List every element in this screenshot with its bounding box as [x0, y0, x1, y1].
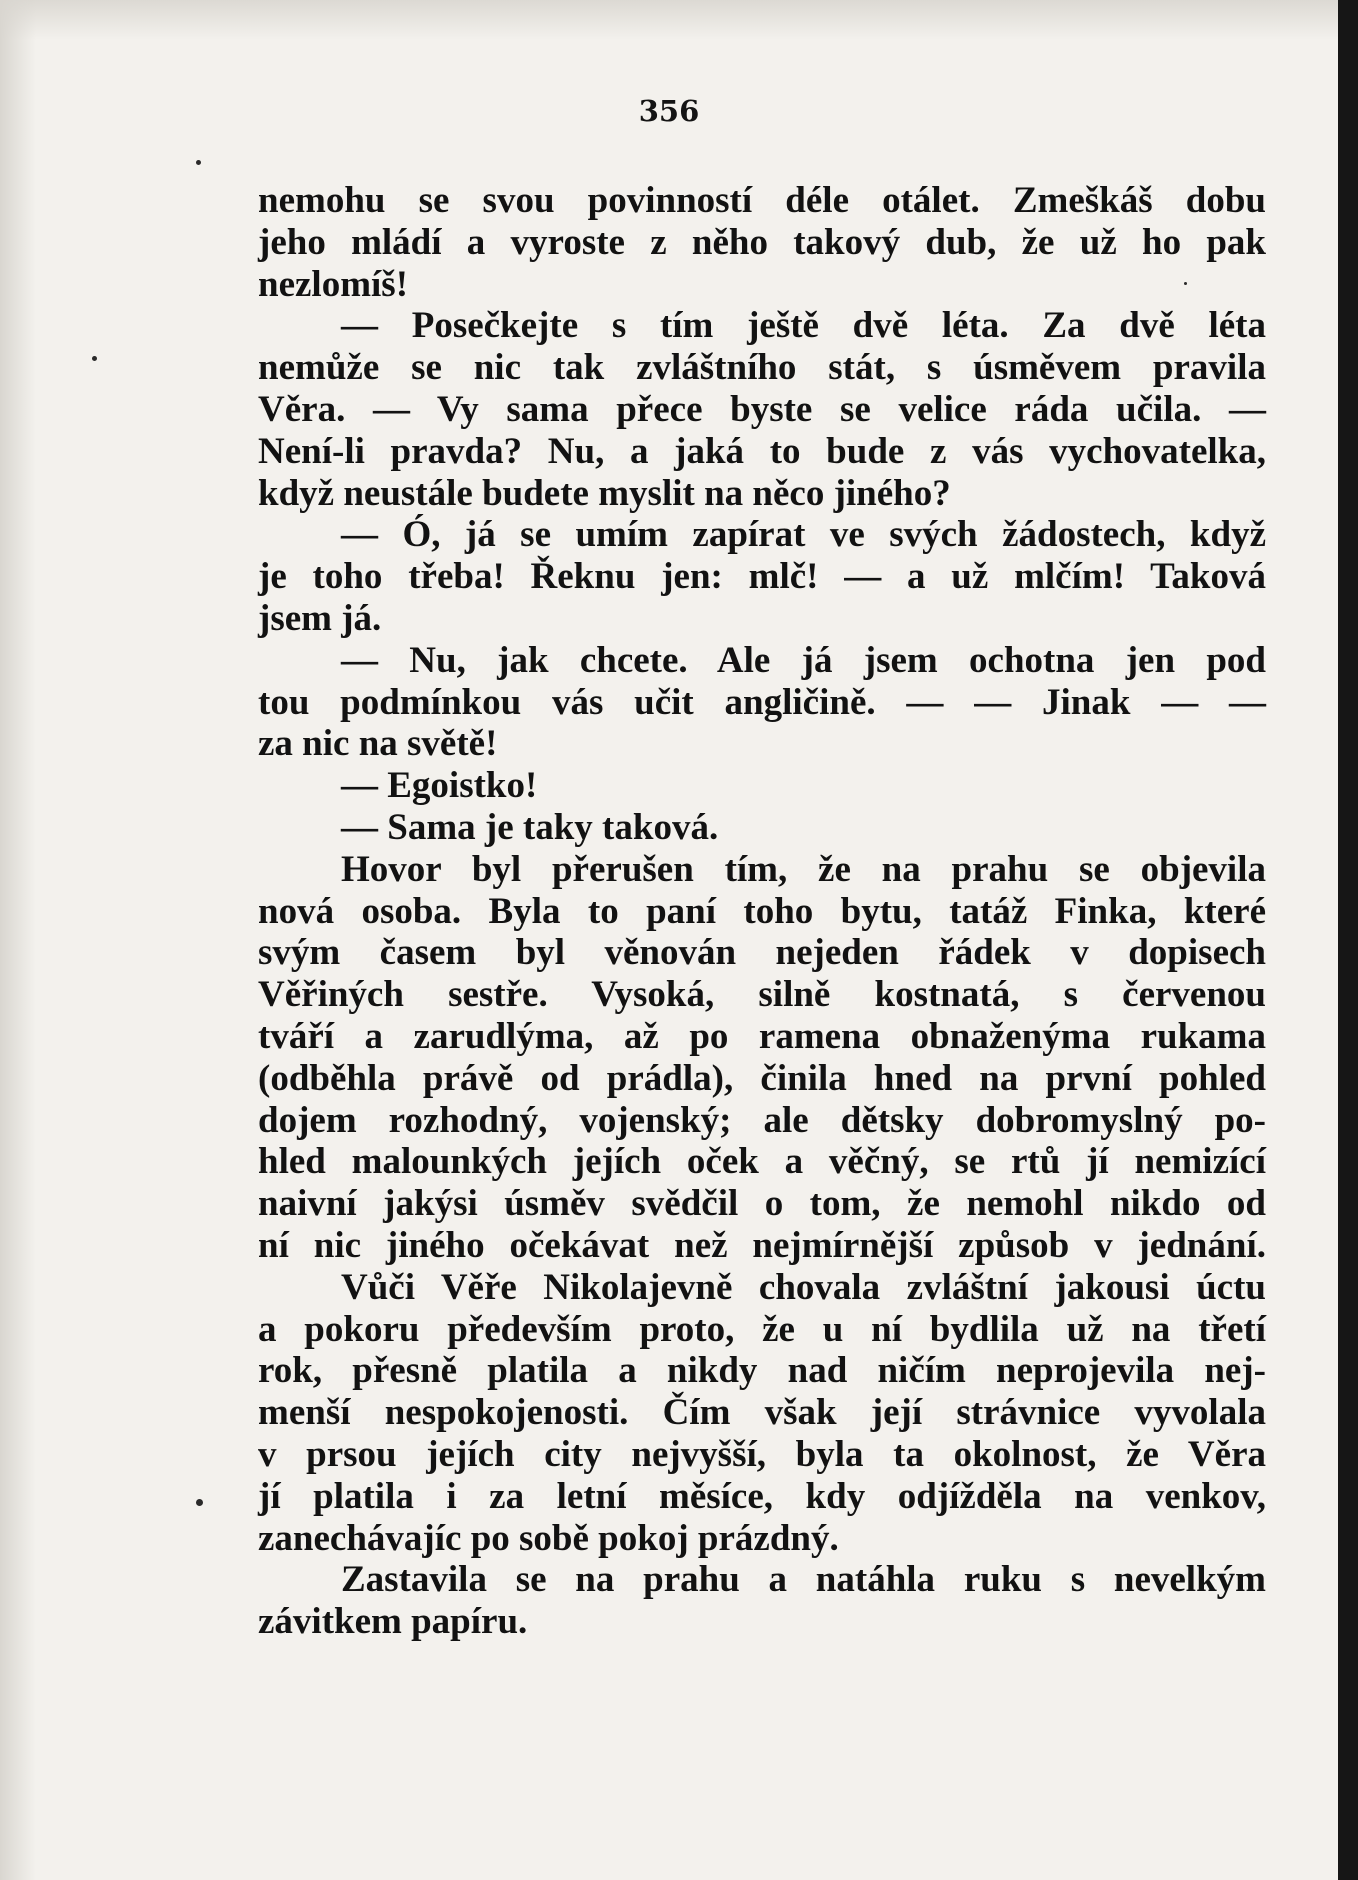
body-text — [258, 180, 1266, 1643]
text-line: naivní jakýsi úsměv svědčil o tom, že nemohl nikdo od — [258, 1183, 1266, 1225]
text-line: nezlomíš! — [258, 263, 409, 305]
text-line: — Ó, já se umím zapírat ve svých žádostech, když — [341, 514, 1266, 556]
text-line: závitkem papíru. — [258, 1601, 528, 1643]
text-line: — Sama je taky taková. — [341, 806, 719, 848]
left-shadow — [0, 0, 36, 1880]
text-line: jeho mládí a vyroste z něho takový dub, že už ho pak — [258, 221, 1266, 263]
top-shadow — [0, 0, 1338, 40]
text-line: nová osoba. Byla to paní toho bytu, tatáž Finka, které — [258, 890, 1266, 932]
scan-speck — [92, 356, 97, 361]
text-line: jí platila i za letní měsíce, kdy odjížděla na venkov, — [258, 1475, 1266, 1517]
text-line: Věřiných sestře. Vysoká, silně kostnatá, s červenou — [258, 974, 1266, 1016]
text-line: a pokoru především proto, že u ní bydlila už na třetí — [258, 1308, 1266, 1350]
text-line: ní nic jiného očekávat než nejmírnější způsob v jednání. — [258, 1224, 1266, 1266]
text-line: jsem já. — [258, 597, 382, 639]
text-line: — Egoistko! — [341, 765, 538, 807]
text-line: dojem rozhodný, vojenský; ale dětsky dobromyslný po- — [258, 1099, 1266, 1141]
scan-speck — [196, 1499, 203, 1506]
text-line: Není-li pravda? Nu, a jaká to bude z vás vychovatelka, — [258, 430, 1266, 472]
text-line: zanechávajíc po sobě pokoj prázdný. — [258, 1517, 839, 1559]
text-line: hled malounkých jejích oček a věčný, se rtů jí nemizící — [258, 1141, 1266, 1183]
text-line: Hovor byl přerušen tím, že na prahu se objevila — [341, 848, 1266, 890]
text-line: — Posečkejte s tím ještě dvě léta. Za dvě léta — [341, 305, 1266, 347]
text-line: za nic na světě! — [258, 723, 498, 765]
text-line: Věra. — Vy sama přece byste se velice ráda učila. — — [258, 388, 1266, 430]
scan-speck — [196, 160, 201, 165]
page-edge-border — [1338, 0, 1358, 1880]
page-number: 356 — [638, 94, 700, 128]
text-line: svým časem byl věnován nejeden řádek v dopisech — [258, 932, 1266, 974]
text-line: nemohu se svou povinností déle otálet. Zmeškáš dobu — [258, 180, 1266, 221]
text-line: Zastavila se na prahu a natáhla ruku s nevelkým — [341, 1559, 1266, 1601]
text-line: tváří a zarudlýma, až po ramena obnaženýma rukama — [258, 1015, 1266, 1057]
text-line: v prsou jejích city nejvyšší, byla ta okolnost, že Věra — [258, 1433, 1266, 1475]
text-line: tou podmínkou vás učit angličině. — — Jinak — — — [258, 681, 1266, 723]
text-line: menší nespokojenosti. Čím však její strávnice vyvolala — [258, 1392, 1266, 1434]
text-line: nemůže se nic tak zvláštního stát, s úsměvem pravila — [258, 347, 1266, 389]
text-line: když neustále budete myslit na něco jiného? — [258, 472, 951, 514]
text-line: (odběhla právě od prádla), činila hned na první pohled — [258, 1057, 1266, 1099]
text-line: rok, přesně platila a nikdy nad ničím neprojevila nej- — [258, 1350, 1266, 1392]
text-line: Vůči Věře Nikolajevně chovala zvláštní jakousi úctu — [341, 1266, 1266, 1308]
text-line: — Nu, jak chcete. Ale já jsem ochotna jen pod — [341, 639, 1266, 681]
text-line: je toho třeba! Řeknu jen: mlč! — a už mlčím! Taková — [258, 556, 1266, 598]
